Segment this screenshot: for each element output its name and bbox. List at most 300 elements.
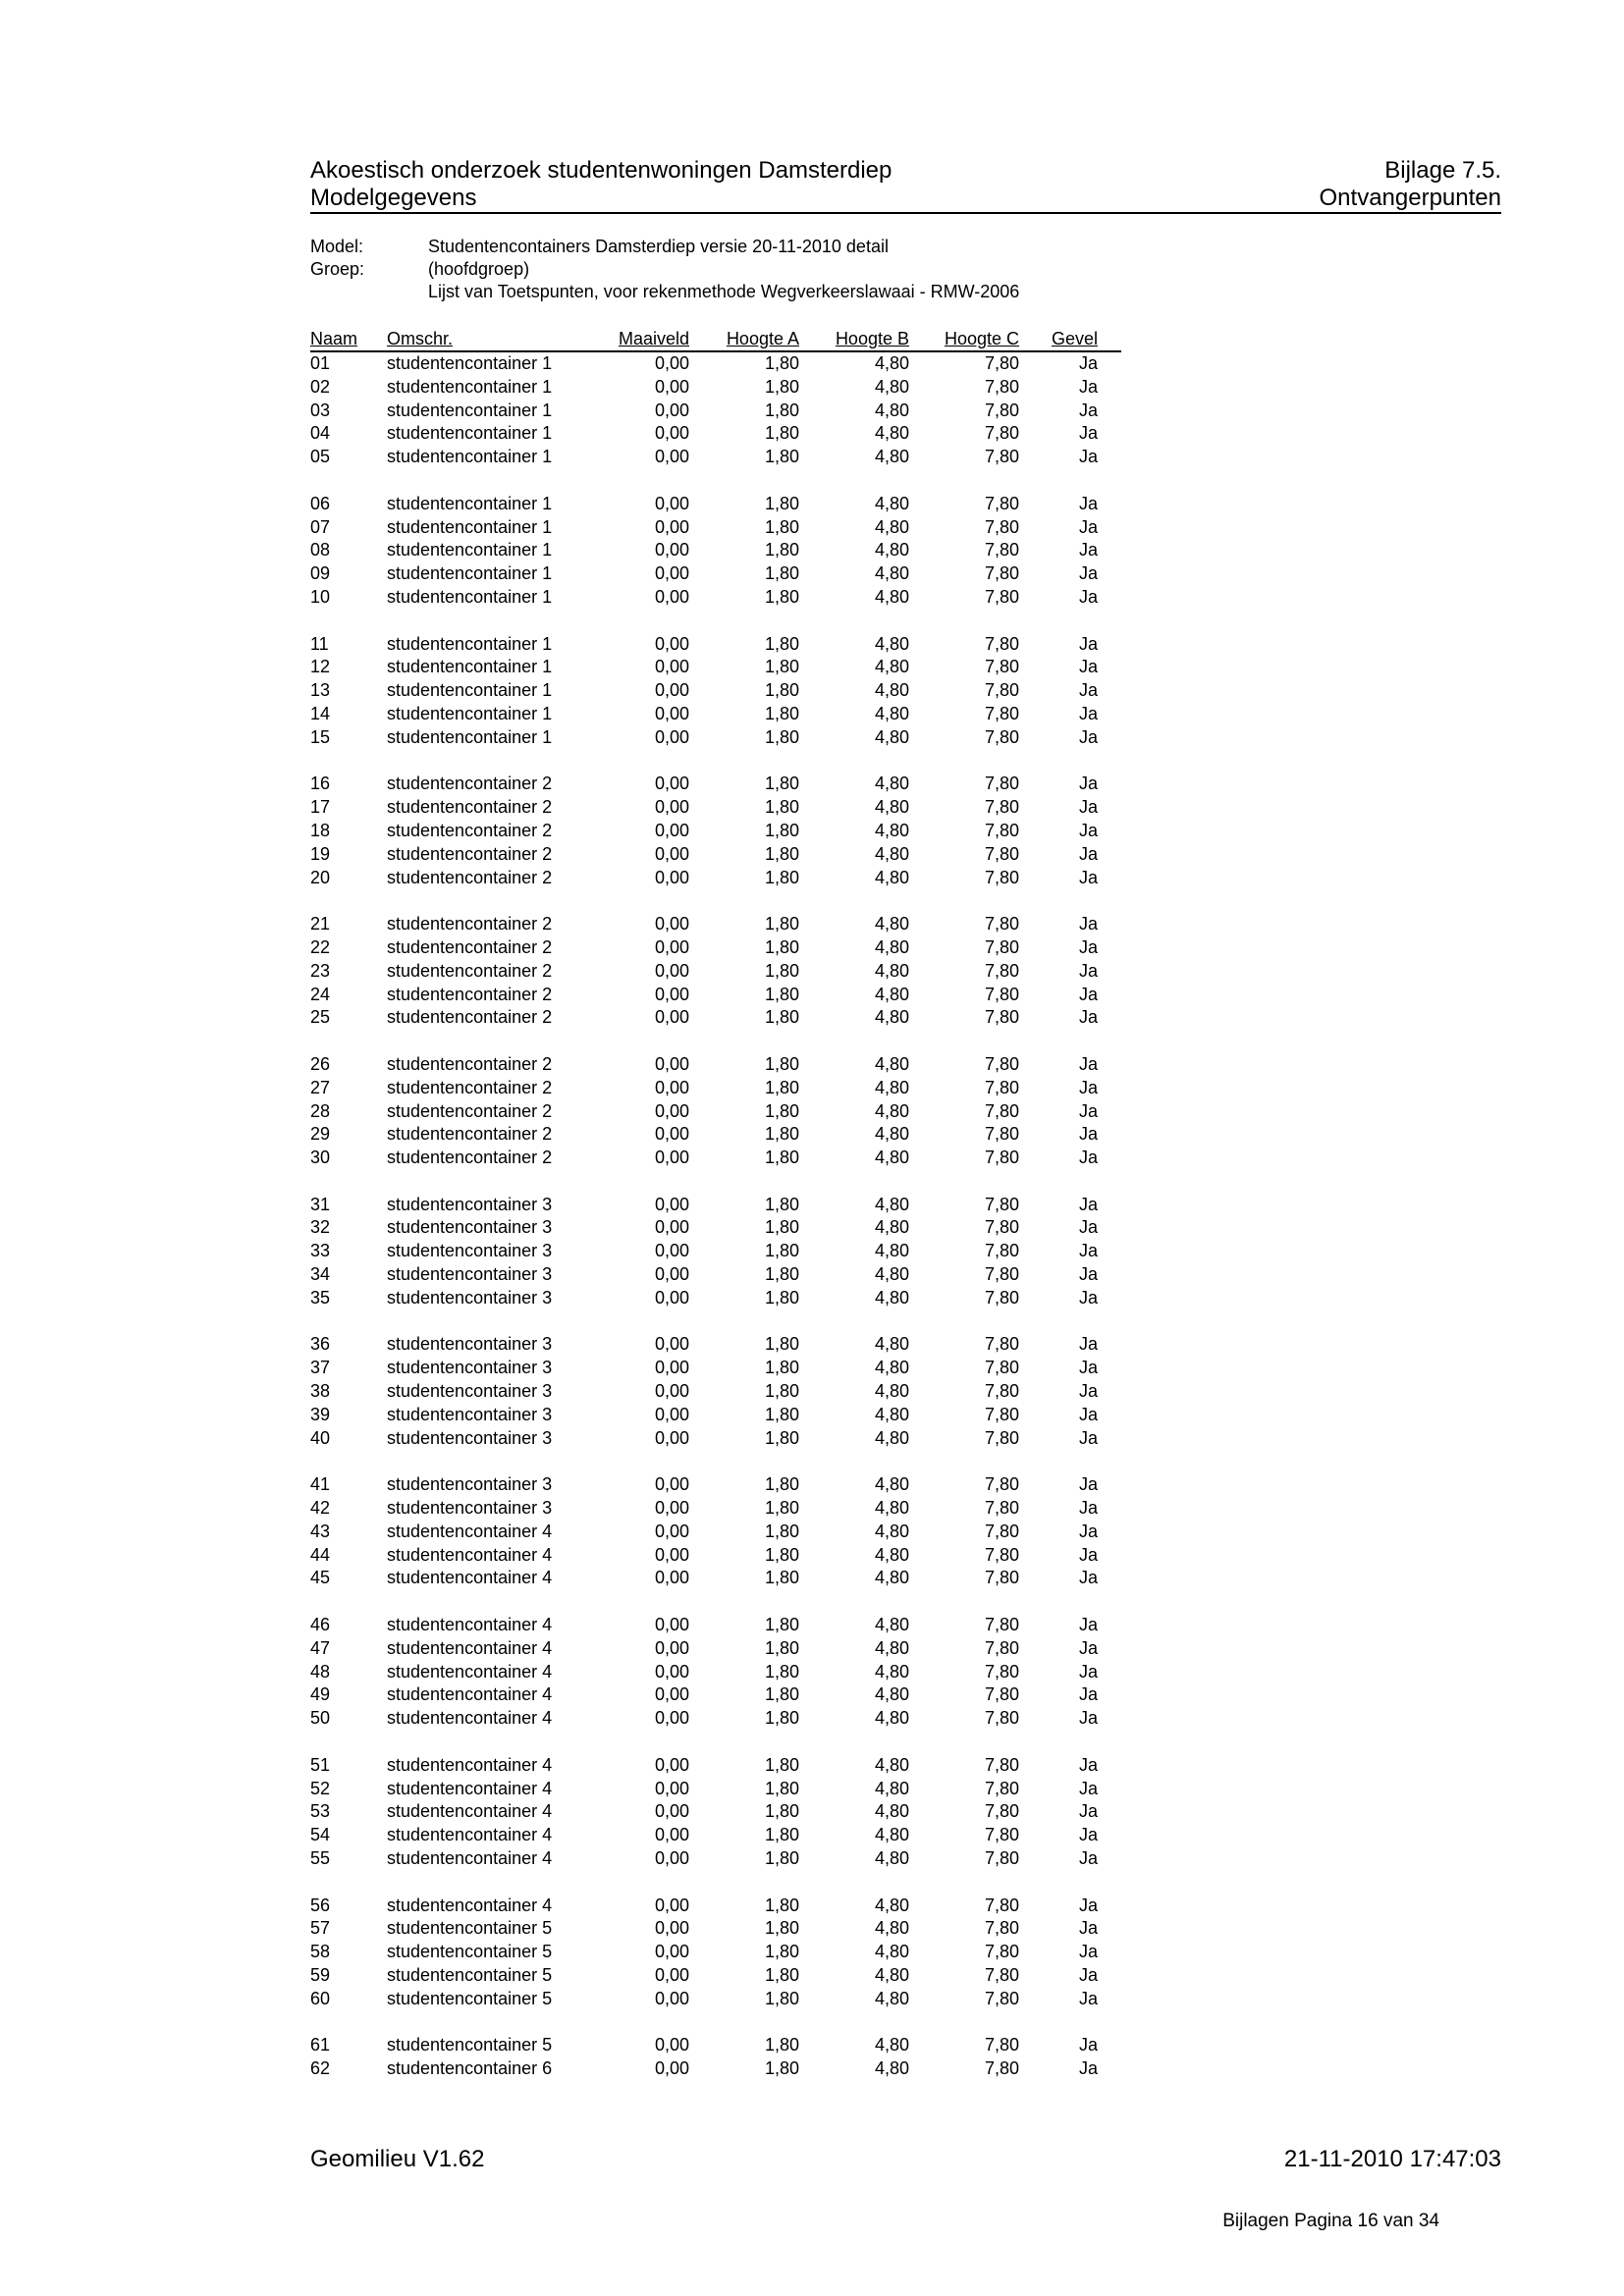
cell-naam: 31 <box>310 1194 331 1214</box>
cell-maaiveld: 0,00 <box>654 1918 689 1939</box>
cell-hoogte-a: 1,80 <box>764 1124 799 1145</box>
cell-gevel: Ja <box>1078 563 1098 584</box>
cell-hoogte-b: 4,80 <box>874 1100 909 1121</box>
cell-hoogte-a: 1,80 <box>764 914 799 934</box>
cell-hoogte-b: 4,80 <box>874 1778 909 1798</box>
cell-hoogte-a: 1,80 <box>764 353 799 373</box>
cell-hoogte-a: 1,80 <box>764 1358 799 1378</box>
cell-hoogte-b: 4,80 <box>874 1077 909 1097</box>
table-row <box>310 1614 1121 1637</box>
cell-naam: 26 <box>310 1053 331 1074</box>
cell-hoogte-b: 4,80 <box>874 1637 909 1658</box>
cell-naam: 05 <box>310 447 331 467</box>
cell-hoogte-c: 7,80 <box>984 1474 1019 1495</box>
cell-omschr: studentencontainer 3 <box>387 1264 553 1285</box>
cell-maaiveld: 0,00 <box>654 1053 689 1074</box>
cell-omschr: studentencontainer 5 <box>387 1942 553 1962</box>
cell-maaiveld: 0,00 <box>654 353 689 373</box>
cell-hoogte-a: 1,80 <box>764 1684 799 1705</box>
cell-hoogte-b: 4,80 <box>874 1427 909 1448</box>
cell-omschr: studentencontainer 3 <box>387 1287 553 1308</box>
table-row <box>310 562 1121 586</box>
cell-maaiveld: 0,00 <box>654 1521 689 1541</box>
cell-maaiveld: 0,00 <box>654 1848 689 1868</box>
cell-gevel: Ja <box>1078 1381 1098 1402</box>
cell-omschr: studentencontainer 1 <box>387 447 553 467</box>
cell-gevel: Ja <box>1078 400 1098 420</box>
cell-hoogte-a: 1,80 <box>764 1825 799 1845</box>
table-row <box>310 726 1121 750</box>
table-row <box>310 913 1121 936</box>
cell-omschr: studentencontainer 4 <box>387 1615 553 1635</box>
table-row <box>310 1240 1121 1263</box>
cell-naam: 25 <box>310 1007 331 1028</box>
cell-hoogte-a: 1,80 <box>764 1498 799 1519</box>
cell-gevel: Ja <box>1078 423 1098 444</box>
cell-naam: 57 <box>310 1918 331 1939</box>
cell-maaiveld: 0,00 <box>654 400 689 420</box>
cell-hoogte-b: 4,80 <box>874 1148 909 1168</box>
cell-maaiveld: 0,00 <box>654 376 689 397</box>
cell-naam: 07 <box>310 516 331 537</box>
cell-naam: 27 <box>310 1077 331 1097</box>
cell-hoogte-c: 7,80 <box>984 376 1019 397</box>
table-row <box>310 1333 1121 1357</box>
cell-hoogte-a: 1,80 <box>764 867 799 887</box>
group-spacer <box>310 889 1121 913</box>
cell-naam: 56 <box>310 1895 331 1915</box>
cell-hoogte-c: 7,80 <box>984 400 1019 420</box>
cell-naam: 46 <box>310 1615 331 1635</box>
cell-omschr: studentencontainer 1 <box>387 563 553 584</box>
cell-gevel: Ja <box>1078 493 1098 513</box>
cell-gevel: Ja <box>1078 936 1098 957</box>
table-row <box>310 1661 1121 1684</box>
cell-gevel: Ja <box>1078 1474 1098 1495</box>
cell-hoogte-a: 1,80 <box>764 774 799 794</box>
cell-hoogte-a: 1,80 <box>764 423 799 444</box>
table-row <box>310 1544 1121 1568</box>
cell-naam: 15 <box>310 726 331 747</box>
cell-hoogte-b: 4,80 <box>874 843 909 864</box>
cell-naam: 11 <box>310 633 329 654</box>
cell-hoogte-c: 7,80 <box>984 1358 1019 1378</box>
cell-hoogte-b: 4,80 <box>874 1474 909 1495</box>
table-row <box>310 1427 1121 1451</box>
cell-maaiveld: 0,00 <box>654 703 689 723</box>
cell-hoogte-c: 7,80 <box>984 1988 1019 2008</box>
page-footer <box>310 2146 1501 2173</box>
cell-omschr: studentencontainer 1 <box>387 376 553 397</box>
cell-omschr: studentencontainer 3 <box>387 1498 553 1519</box>
table-row <box>310 539 1121 562</box>
cell-maaiveld: 0,00 <box>654 1825 689 1845</box>
cell-maaiveld: 0,00 <box>654 936 689 957</box>
cell-naam: 08 <box>310 540 331 561</box>
cell-hoogte-c: 7,80 <box>984 1007 1019 1028</box>
table-body <box>310 351 1121 2081</box>
cell-hoogte-a: 1,80 <box>764 1381 799 1402</box>
cell-hoogte-a: 1,80 <box>764 843 799 864</box>
cell-gevel: Ja <box>1078 1942 1098 1962</box>
cell-omschr: studentencontainer 4 <box>387 1848 553 1868</box>
cell-gevel: Ja <box>1078 376 1098 397</box>
group-spacer <box>310 1450 1121 1473</box>
table-row <box>310 1404 1121 1427</box>
cell-hoogte-a: 1,80 <box>764 563 799 584</box>
cell-maaiveld: 0,00 <box>654 2058 689 2079</box>
cell-omschr: studentencontainer 2 <box>387 984 553 1004</box>
cell-naam: 40 <box>310 1427 331 1448</box>
cell-hoogte-a: 1,80 <box>764 820 799 840</box>
cell-maaiveld: 0,00 <box>654 423 689 444</box>
cell-hoogte-c: 7,80 <box>984 1077 1019 1097</box>
cell-naam: 23 <box>310 960 331 981</box>
cell-maaiveld: 0,00 <box>654 633 689 654</box>
table-row <box>310 843 1121 867</box>
cell-maaiveld: 0,00 <box>654 1544 689 1565</box>
cell-omschr: studentencontainer 1 <box>387 493 553 513</box>
cell-hoogte-a: 1,80 <box>764 1148 799 1168</box>
cell-naam: 12 <box>310 657 331 677</box>
cell-omschr: studentencontainer 3 <box>387 1334 553 1355</box>
timestamp: 21-11-2010 17:47:03 <box>1283 2146 1501 2172</box>
col-header-hoogte-a: Hoogte A <box>689 328 799 351</box>
table-row <box>310 960 1121 984</box>
cell-hoogte-c: 7,80 <box>984 1918 1019 1939</box>
cell-hoogte-a: 1,80 <box>764 2035 799 2056</box>
cell-hoogte-a: 1,80 <box>764 1053 799 1074</box>
cell-hoogte-b: 4,80 <box>874 633 909 654</box>
report-title: Akoestisch onderzoek studentenwoningen Damsterdiep <box>310 157 893 184</box>
cell-hoogte-b: 4,80 <box>874 540 909 561</box>
cell-hoogte-c: 7,80 <box>984 1124 1019 1145</box>
cell-hoogte-c: 7,80 <box>984 1825 1019 1845</box>
cell-omschr: studentencontainer 1 <box>387 540 553 561</box>
cell-hoogte-c: 7,80 <box>984 1754 1019 1775</box>
cell-maaiveld: 0,00 <box>654 447 689 467</box>
cell-hoogte-a: 1,80 <box>764 1964 799 1985</box>
cell-gevel: Ja <box>1078 633 1098 654</box>
cell-hoogte-b: 4,80 <box>874 1217 909 1238</box>
cell-hoogte-c: 7,80 <box>984 914 1019 934</box>
cell-naam: 01 <box>310 353 331 373</box>
cell-hoogte-b: 4,80 <box>874 1358 909 1378</box>
group-spacer <box>310 469 1121 493</box>
cell-naam: 06 <box>310 493 331 513</box>
cell-maaiveld: 0,00 <box>654 657 689 677</box>
table-row <box>310 1053 1121 1077</box>
cell-hoogte-a: 1,80 <box>764 2058 799 2079</box>
cell-maaiveld: 0,00 <box>654 797 689 818</box>
cell-gevel: Ja <box>1078 1754 1098 1775</box>
cell-omschr: studentencontainer 3 <box>387 1474 553 1495</box>
cell-hoogte-b: 4,80 <box>874 1404 909 1424</box>
table-row <box>310 1941 1121 1964</box>
cell-gevel: Ja <box>1078 1544 1098 1565</box>
cell-hoogte-c: 7,80 <box>984 1708 1019 1729</box>
cell-hoogte-b: 4,80 <box>874 1942 909 1962</box>
cell-hoogte-a: 1,80 <box>764 493 799 513</box>
cell-omschr: studentencontainer 1 <box>387 423 553 444</box>
cell-omschr: studentencontainer 1 <box>387 633 553 654</box>
table-row <box>310 376 1121 400</box>
cell-omschr: studentencontainer 4 <box>387 1754 553 1775</box>
cell-omschr: studentencontainer 1 <box>387 586 553 607</box>
cell-hoogte-b: 4,80 <box>874 1521 909 1541</box>
table-row <box>310 1194 1121 1217</box>
cell-omschr: studentencontainer 2 <box>387 843 553 864</box>
col-header-hoogte-c: Hoogte C <box>909 328 1019 351</box>
cell-naam: 61 <box>310 2035 331 2056</box>
table-row <box>310 984 1121 1007</box>
cell-maaiveld: 0,00 <box>654 1661 689 1682</box>
cell-hoogte-b: 4,80 <box>874 400 909 420</box>
receiver-points-table <box>310 328 1121 2081</box>
table-row <box>310 2034 1121 2057</box>
col-header-maaiveld: Maaiveld <box>593 328 689 351</box>
cell-gevel: Ja <box>1078 1100 1098 1121</box>
cell-naam: 59 <box>310 1964 331 1985</box>
cell-naam: 53 <box>310 1801 331 1822</box>
header-line-2 <box>310 185 1501 214</box>
cell-hoogte-a: 1,80 <box>764 1637 799 1658</box>
cell-gevel: Ja <box>1078 1825 1098 1845</box>
cell-hoogte-c: 7,80 <box>984 867 1019 887</box>
cell-gevel: Ja <box>1078 1615 1098 1635</box>
cell-hoogte-a: 1,80 <box>764 1334 799 1355</box>
cell-omschr: studentencontainer 2 <box>387 797 553 818</box>
cell-maaiveld: 0,00 <box>654 726 689 747</box>
cell-naam: 52 <box>310 1778 331 1798</box>
cell-naam: 03 <box>310 400 331 420</box>
cell-hoogte-c: 7,80 <box>984 423 1019 444</box>
cell-gevel: Ja <box>1078 657 1098 677</box>
cell-maaiveld: 0,00 <box>654 1754 689 1775</box>
table-row <box>310 1357 1121 1380</box>
cell-hoogte-b: 4,80 <box>874 936 909 957</box>
cell-gevel: Ja <box>1078 586 1098 607</box>
cell-hoogte-a: 1,80 <box>764 1474 799 1495</box>
cell-hoogte-c: 7,80 <box>984 1381 1019 1402</box>
cell-hoogte-a: 1,80 <box>764 1427 799 1448</box>
cell-hoogte-b: 4,80 <box>874 774 909 794</box>
cell-gevel: Ja <box>1078 1264 1098 1285</box>
cell-gevel: Ja <box>1078 1217 1098 1238</box>
cell-gevel: Ja <box>1078 1568 1098 1588</box>
cell-hoogte-c: 7,80 <box>984 1148 1019 1168</box>
table-row <box>310 867 1121 890</box>
cell-maaiveld: 0,00 <box>654 1100 689 1121</box>
cell-gevel: Ja <box>1078 1778 1098 1798</box>
cell-naam: 60 <box>310 1988 331 2008</box>
cell-gevel: Ja <box>1078 540 1098 561</box>
cell-hoogte-c: 7,80 <box>984 960 1019 981</box>
cell-gevel: Ja <box>1078 1358 1098 1378</box>
cell-gevel: Ja <box>1078 1124 1098 1145</box>
cell-naam: 35 <box>310 1287 331 1308</box>
cell-hoogte-b: 4,80 <box>874 1754 909 1775</box>
cell-gevel: Ja <box>1078 1287 1098 1308</box>
cell-maaiveld: 0,00 <box>654 1474 689 1495</box>
cell-maaiveld: 0,00 <box>654 1358 689 1378</box>
cell-maaiveld: 0,00 <box>654 1988 689 2008</box>
table-row <box>310 1521 1121 1544</box>
group-value: (hoofdgroep) <box>428 259 530 279</box>
model-label: Model: <box>310 237 364 256</box>
cell-hoogte-a: 1,80 <box>764 447 799 467</box>
cell-hoogte-a: 1,80 <box>764 1988 799 2008</box>
cell-naam: 45 <box>310 1568 331 1588</box>
cell-hoogte-c: 7,80 <box>984 680 1019 701</box>
table-row <box>310 633 1121 657</box>
cell-hoogte-c: 7,80 <box>984 984 1019 1004</box>
cell-maaiveld: 0,00 <box>654 1264 689 1285</box>
cell-hoogte-b: 4,80 <box>874 493 909 513</box>
cell-hoogte-c: 7,80 <box>984 447 1019 467</box>
cell-gevel: Ja <box>1078 1334 1098 1355</box>
cell-maaiveld: 0,00 <box>654 843 689 864</box>
cell-hoogte-b: 4,80 <box>874 447 909 467</box>
cell-gevel: Ja <box>1078 2058 1098 2079</box>
cell-naam: 18 <box>310 820 331 840</box>
cell-hoogte-a: 1,80 <box>764 1217 799 1238</box>
cell-hoogte-a: 1,80 <box>764 703 799 723</box>
cell-hoogte-a: 1,80 <box>764 400 799 420</box>
cell-naam: 16 <box>310 774 331 794</box>
cell-hoogte-b: 4,80 <box>874 1895 909 1915</box>
group-spacer <box>310 750 1121 774</box>
cell-hoogte-c: 7,80 <box>984 2035 1019 2056</box>
cell-omschr: studentencontainer 3 <box>387 1194 553 1214</box>
cell-hoogte-c: 7,80 <box>984 1684 1019 1705</box>
cell-naam: 14 <box>310 703 331 723</box>
cell-maaiveld: 0,00 <box>654 774 689 794</box>
cell-omschr: studentencontainer 4 <box>387 1684 553 1705</box>
cell-maaiveld: 0,00 <box>654 960 689 981</box>
list-row <box>310 281 1019 303</box>
cell-gevel: Ja <box>1078 726 1098 747</box>
cell-maaiveld: 0,00 <box>654 1427 689 1448</box>
cell-gevel: Ja <box>1078 1684 1098 1705</box>
cell-omschr: studentencontainer 3 <box>387 1404 553 1424</box>
cell-hoogte-c: 7,80 <box>984 726 1019 747</box>
header-line-1 <box>310 157 1501 185</box>
cell-omschr: studentencontainer 1 <box>387 680 553 701</box>
cell-hoogte-b: 4,80 <box>874 1194 909 1214</box>
cell-hoogte-c: 7,80 <box>984 1498 1019 1519</box>
cell-hoogte-c: 7,80 <box>984 563 1019 584</box>
cell-maaiveld: 0,00 <box>654 680 689 701</box>
software-version: Geomilieu V1.62 <box>310 2146 485 2172</box>
cell-hoogte-a: 1,80 <box>764 1754 799 1775</box>
cell-hoogte-a: 1,80 <box>764 1848 799 1868</box>
cell-hoogte-c: 7,80 <box>984 586 1019 607</box>
cell-hoogte-c: 7,80 <box>984 1521 1019 1541</box>
cell-maaiveld: 0,00 <box>654 1801 689 1822</box>
cell-omschr: studentencontainer 2 <box>387 1007 553 1028</box>
cell-gevel: Ja <box>1078 1661 1098 1682</box>
cell-hoogte-a: 1,80 <box>764 1100 799 1121</box>
section-label: Ontvangerpunten <box>1319 185 1501 211</box>
cell-maaiveld: 0,00 <box>654 1568 689 1588</box>
model-value: Studentencontainers Damsterdiep versie 20-11-2010 detail <box>428 237 889 256</box>
cell-hoogte-a: 1,80 <box>764 586 799 607</box>
table-header-row <box>310 328 1121 351</box>
cell-hoogte-b: 4,80 <box>874 1544 909 1565</box>
cell-hoogte-a: 1,80 <box>764 1007 799 1028</box>
table-row <box>310 586 1121 610</box>
cell-hoogte-b: 4,80 <box>874 657 909 677</box>
cell-naam: 36 <box>310 1334 331 1355</box>
cell-naam: 20 <box>310 867 331 887</box>
table-row <box>310 1216 1121 1240</box>
cell-hoogte-b: 4,80 <box>874 1241 909 1261</box>
cell-omschr: studentencontainer 4 <box>387 1568 553 1588</box>
cell-hoogte-a: 1,80 <box>764 1241 799 1261</box>
cell-maaiveld: 0,00 <box>654 586 689 607</box>
cell-hoogte-c: 7,80 <box>984 936 1019 957</box>
cell-hoogte-a: 1,80 <box>764 1194 799 1214</box>
cell-omschr: studentencontainer 4 <box>387 1801 553 1822</box>
cell-maaiveld: 0,00 <box>654 1381 689 1402</box>
table-row <box>310 1380 1121 1404</box>
group-spacer <box>310 1030 1121 1053</box>
cell-naam: 38 <box>310 1381 331 1402</box>
cell-hoogte-c: 7,80 <box>984 1568 1019 1588</box>
cell-omschr: studentencontainer 1 <box>387 353 553 373</box>
cell-gevel: Ja <box>1078 867 1098 887</box>
cell-hoogte-c: 7,80 <box>984 1778 1019 1798</box>
table-row <box>310 1707 1121 1731</box>
cell-omschr: studentencontainer 4 <box>387 1544 553 1565</box>
cell-maaiveld: 0,00 <box>654 1077 689 1097</box>
table-row <box>310 1147 1121 1170</box>
col-header-gevel: Gevel <box>1019 328 1121 351</box>
table-row <box>310 1637 1121 1661</box>
table-row <box>310 422 1121 446</box>
cell-gevel: Ja <box>1078 797 1098 818</box>
group-spacer <box>310 1170 1121 1194</box>
table-row <box>310 1006 1121 1030</box>
cell-omschr: studentencontainer 4 <box>387 1521 553 1541</box>
cell-hoogte-b: 4,80 <box>874 516 909 537</box>
cell-omschr: studentencontainer 2 <box>387 1053 553 1074</box>
cell-hoogte-b: 4,80 <box>874 1825 909 1845</box>
cell-hoogte-c: 7,80 <box>984 1241 1019 1261</box>
cell-gevel: Ja <box>1078 1007 1098 1028</box>
table-row <box>310 516 1121 540</box>
cell-gevel: Ja <box>1078 1521 1098 1541</box>
cell-maaiveld: 0,00 <box>654 1217 689 1238</box>
cell-maaiveld: 0,00 <box>654 1124 689 1145</box>
cell-gevel: Ja <box>1078 680 1098 701</box>
cell-hoogte-c: 7,80 <box>984 1334 1019 1355</box>
cell-hoogte-a: 1,80 <box>764 984 799 1004</box>
model-meta <box>310 236 1019 303</box>
cell-hoogte-b: 4,80 <box>874 1988 909 2008</box>
cell-hoogte-a: 1,80 <box>764 376 799 397</box>
table-row <box>310 1824 1121 1847</box>
cell-gevel: Ja <box>1078 1988 1098 2008</box>
cell-hoogte-c: 7,80 <box>984 657 1019 677</box>
cell-omschr: studentencontainer 4 <box>387 1778 553 1798</box>
table-row <box>310 1100 1121 1124</box>
cell-hoogte-a: 1,80 <box>764 936 799 957</box>
cell-omschr: studentencontainer 6 <box>387 2058 553 2079</box>
cell-gevel: Ja <box>1078 984 1098 1004</box>
table-row <box>310 1683 1121 1707</box>
